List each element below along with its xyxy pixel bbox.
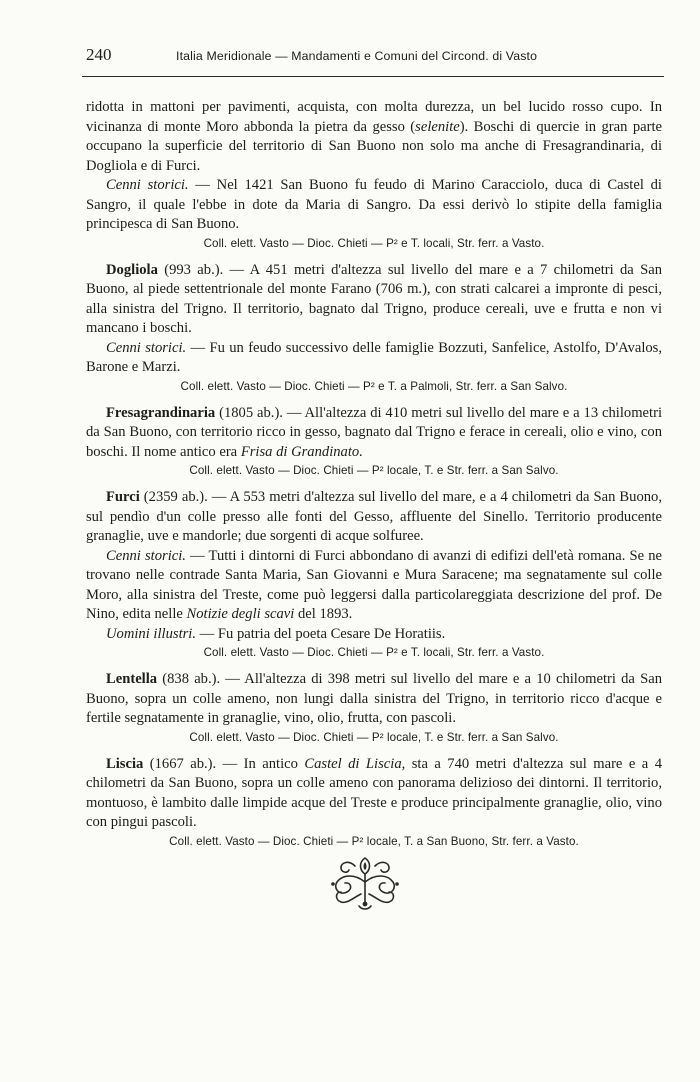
intro-collegio-line: Coll. elett. Vasto — Dioc. Chieti — P² e T. locali, Str. ferr. a Vasto. [203, 236, 545, 250]
intro-history: Cenni storici. — Nel 1421 San Buono fu feudo di Marino Caracciolo, duca di Castel di Sangro, il quale l'ebbe in dote da Maria di Sangro. Da essi derivò lo stipite della famiglia principesca di San Buono. [86, 177, 662, 232]
entry-collegio-line: Coll. elett. Vasto — Dioc. Chieti — P² locale, T. e Str. ferr. a San Salvo. [189, 730, 559, 744]
entry-name: Liscia [106, 755, 144, 772]
entry-collegio-line: Coll. elett. Vasto — Dioc. Chieti — P² e T. a Palmoli, Str. ferr. a San Salvo. [180, 379, 568, 393]
page-header [86, 45, 662, 71]
entry-collegio-line: Coll. elett. Vasto — Dioc. Chieti — P² locale, T. a San Buono, Str. ferr. a Vasto. [169, 834, 579, 848]
entry-name: Dogliola [106, 261, 158, 278]
entry-name: Fresagrandinaria [106, 404, 216, 421]
entry-history: Cenni storici. — Fu un feudo successivo delle famiglie Bozzuti, Sanfelice, Astolfo, D'Avalos, Barone e Marzi. [86, 339, 662, 375]
entry-text: Fresagrandinaria (1805 ab.). — All'altezza di 410 metri sul livello del mare e a 13 chilometri da San Buono, con territorio ricco in gesso, bagnato dal Trigno e ferace in cereali, olio e vino, con boschi. Il nome antico era Frisa di Grandinato. [86, 404, 662, 460]
page-number: 240 [86, 45, 112, 64]
entry-collegio-line: Coll. elett. Vasto — Dioc. Chieti — P² e T. locali, Str. ferr. a Vasto. [203, 646, 545, 659]
entry-text: Lentella (838 ab.). — All'altezza di 398 metri sul livello del mare e a 10 chilometri da San Buono, sopra un colle ameno, non lungi dalla sinistra del Trigno, in territorio ricco d'acque e fertile segnatamente in granaglie, vino, olio, frutta, con pascoli. [86, 671, 662, 726]
running-title: Italia Meridionale — Mandamenti e Comuni del Circond. di Vasto [176, 49, 538, 63]
entry-text: Furci (2359 ab.). — A 553 metri d'altezza sul livello del mare, e a 4 chilometri da San Buono, sul pendìo d'un colle presso alle fonti del Gesso, affluente del Sinello. Territorio producente granaglie, uve e mandorle; due sorgenti di acque solfuree. [86, 489, 662, 544]
floral-ornament-icon [325, 852, 405, 914]
entry-history: Cenni storici. — Tutti i dintorni di Furci abbondano di avanzi di edifizi dell'età romana. Se ne trovano nelle contrade Santa Maria, San Giovanni e Mura Saracene; ma segnatamente sul colle Moro, alla sinistra del Treste, come può leggersi dalla particolareggiata descrizione del prof. De Nino, edita nelle Notizie degli scavi del 1893. [86, 547, 662, 622]
page-body [86, 98, 662, 850]
entry-furci [86, 488, 662, 661]
header-rule [82, 76, 664, 77]
entry-text: Liscia (1667 ab.). — In antico Castel di Liscia, sta a 740 metri d'altezza sul mare e a 4 chilometri da San Buono, sopra un colle ameno con panorama delizioso dei dintorni. Il territorio, montuoso, è lambito dalle limpide acque del Treste e produce principalmente granaglie, olio, vino con pingui pascoli. [86, 755, 663, 830]
entry-dogliola [86, 261, 662, 395]
entry-name: Furci [106, 489, 140, 505]
entry-lentella [86, 670, 662, 746]
entry-text: Dogliola (993 ab.). — A 451 metri d'altezza sul livello del mare e a 7 chilometri da San Buono, al piede settentrionale del monte Farano (706 m.), con strati calcarei a impronte di pesci, alla sinistra del Trigno. Il territorio, bagnato dal Trigno, produce cereali, uve e frutta e non vi mancano i boschi. [86, 261, 662, 336]
entry-name: Lentella [106, 671, 158, 687]
entry-liscia [86, 755, 662, 850]
entry-notable-people: Uomini illustri. — Fu patria del poeta Cesare De Horatiis. [106, 625, 446, 642]
entry-collegio-line: Coll. elett. Vasto — Dioc. Chieti — P² locale, T. e Str. ferr. a San Salvo. [189, 464, 559, 477]
intro-paragraph: ridotta in mattoni per pavimenti, acquista, con molta durezza, un bel lucido rosso cupo. In vicinanza di monte Moro abbonda la pietra da gesso (selenite). Boschi di quercie in gran parte occupano la superficie del territorio di San Buono non solo ma anche di Fresagrandinaria, di Dogliola e di Furci. [86, 99, 663, 174]
entry-fresagrandinaria [86, 404, 662, 480]
